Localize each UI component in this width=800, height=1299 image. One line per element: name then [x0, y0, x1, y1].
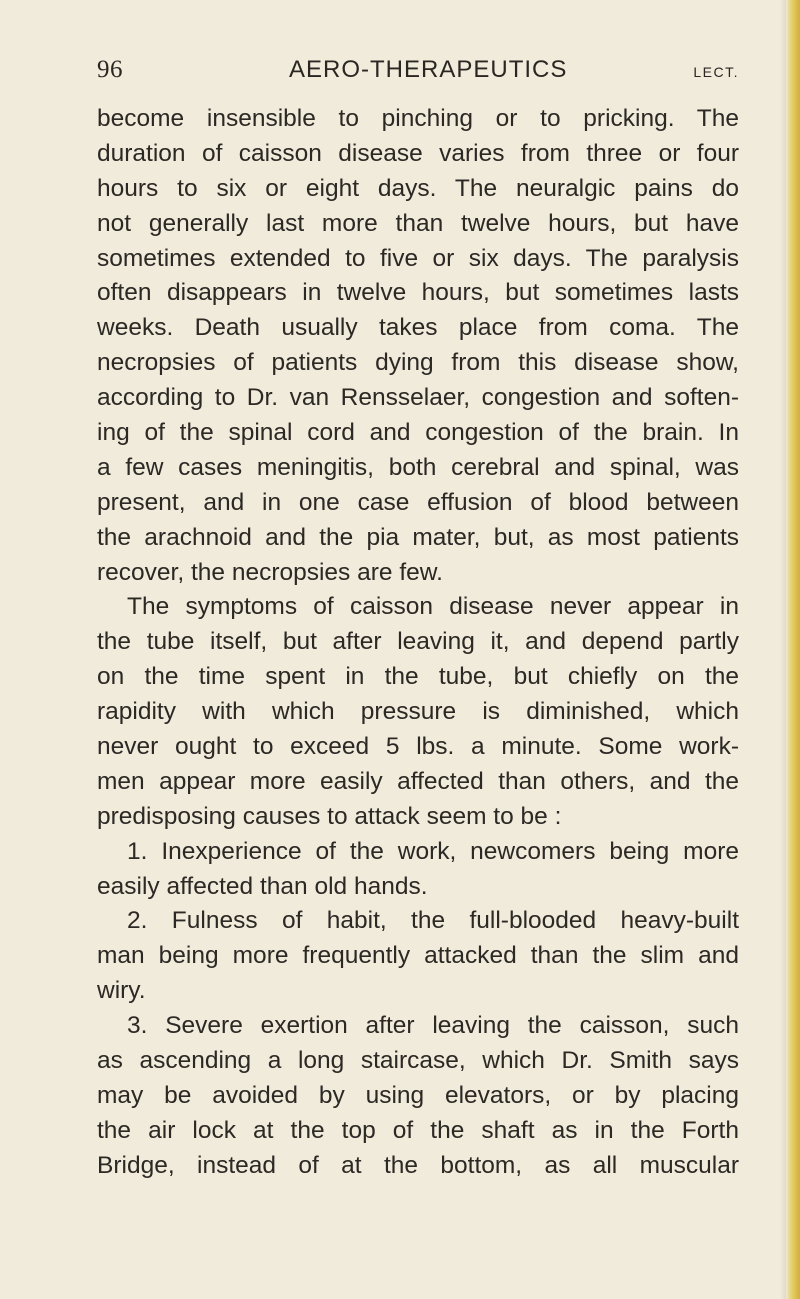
text-line: not generally last more than twelve hours, but have	[97, 209, 739, 237]
text-line: become insensible to pinching or to pricking. The	[97, 105, 739, 132]
text-line: wiry.	[97, 977, 146, 1005]
text-line: according to Dr. van Rensselaer, congestion and soften-	[97, 384, 739, 412]
running-head	[97, 52, 739, 88]
text-line: may be avoided by using elevators, or by placing	[97, 1081, 739, 1109]
text-line: hours to six or eight days. The neuralgic pains do	[97, 174, 739, 202]
text-line: man being more frequently attacked than the slim and	[97, 942, 739, 970]
text-line: duration of caisson disease varies from three or four	[97, 139, 739, 167]
text-line: as ascending a long staircase, which Dr. Smith says	[97, 1047, 739, 1075]
text-line: rapidity with which pressure is diminished, which	[97, 698, 739, 726]
text-line: Bridge, instead of at the bottom, as all muscular	[97, 1151, 739, 1179]
text-line: never ought to exceed 5 lbs. a minute. Some work-	[97, 733, 739, 761]
text-line: 1. Inexperience of the work, newcomers being more	[127, 837, 739, 865]
text-line: present, and in one case effusion of blood between	[97, 488, 739, 516]
text-line: easily affected than old hands.	[97, 872, 428, 900]
text-line: recover, the necropsies are few.	[97, 558, 443, 586]
text-line: weeks. Death usually takes place from coma. The	[97, 314, 739, 342]
text-line: 3. Severe exertion after leaving the caisson, such	[127, 1012, 739, 1040]
text-line: sometimes extended to five or six days. The paralysis	[97, 244, 739, 272]
text-line: often disappears in twelve hours, but sometimes lasts	[97, 279, 739, 307]
page-number: 96	[97, 56, 123, 83]
text-line: necropsies of patients dying from this disease show,	[97, 349, 739, 377]
body-text	[97, 102, 739, 1184]
text-line: a few cases meningitis, both cerebral and spinal, was	[97, 453, 739, 481]
text-line: the tube itself, but after leaving it, and depend partly	[97, 628, 739, 656]
text-line: on the time spent in the tube, but chiefly on the	[97, 663, 739, 691]
page-edge	[786, 0, 800, 1299]
running-title: AERO-THERAPEUTICS	[289, 56, 568, 83]
text-line: men appear more easily affected than others, and the	[97, 767, 739, 795]
text-line: 2. Fulness of habit, the full-blooded heavy-built	[127, 907, 739, 935]
text-line: predisposing causes to attack seem to be :	[97, 802, 562, 830]
text-line: The symptoms of caisson disease never appear in	[127, 593, 739, 621]
text-line: the arachnoid and the pia mater, but, as most patients	[97, 523, 739, 551]
text-line: ing of the spinal cord and congestion of the brain. In	[97, 419, 739, 447]
text-line: the air lock at the top of the shaft as in the Forth	[97, 1116, 739, 1144]
lecture-label: LECT.	[693, 64, 739, 80]
